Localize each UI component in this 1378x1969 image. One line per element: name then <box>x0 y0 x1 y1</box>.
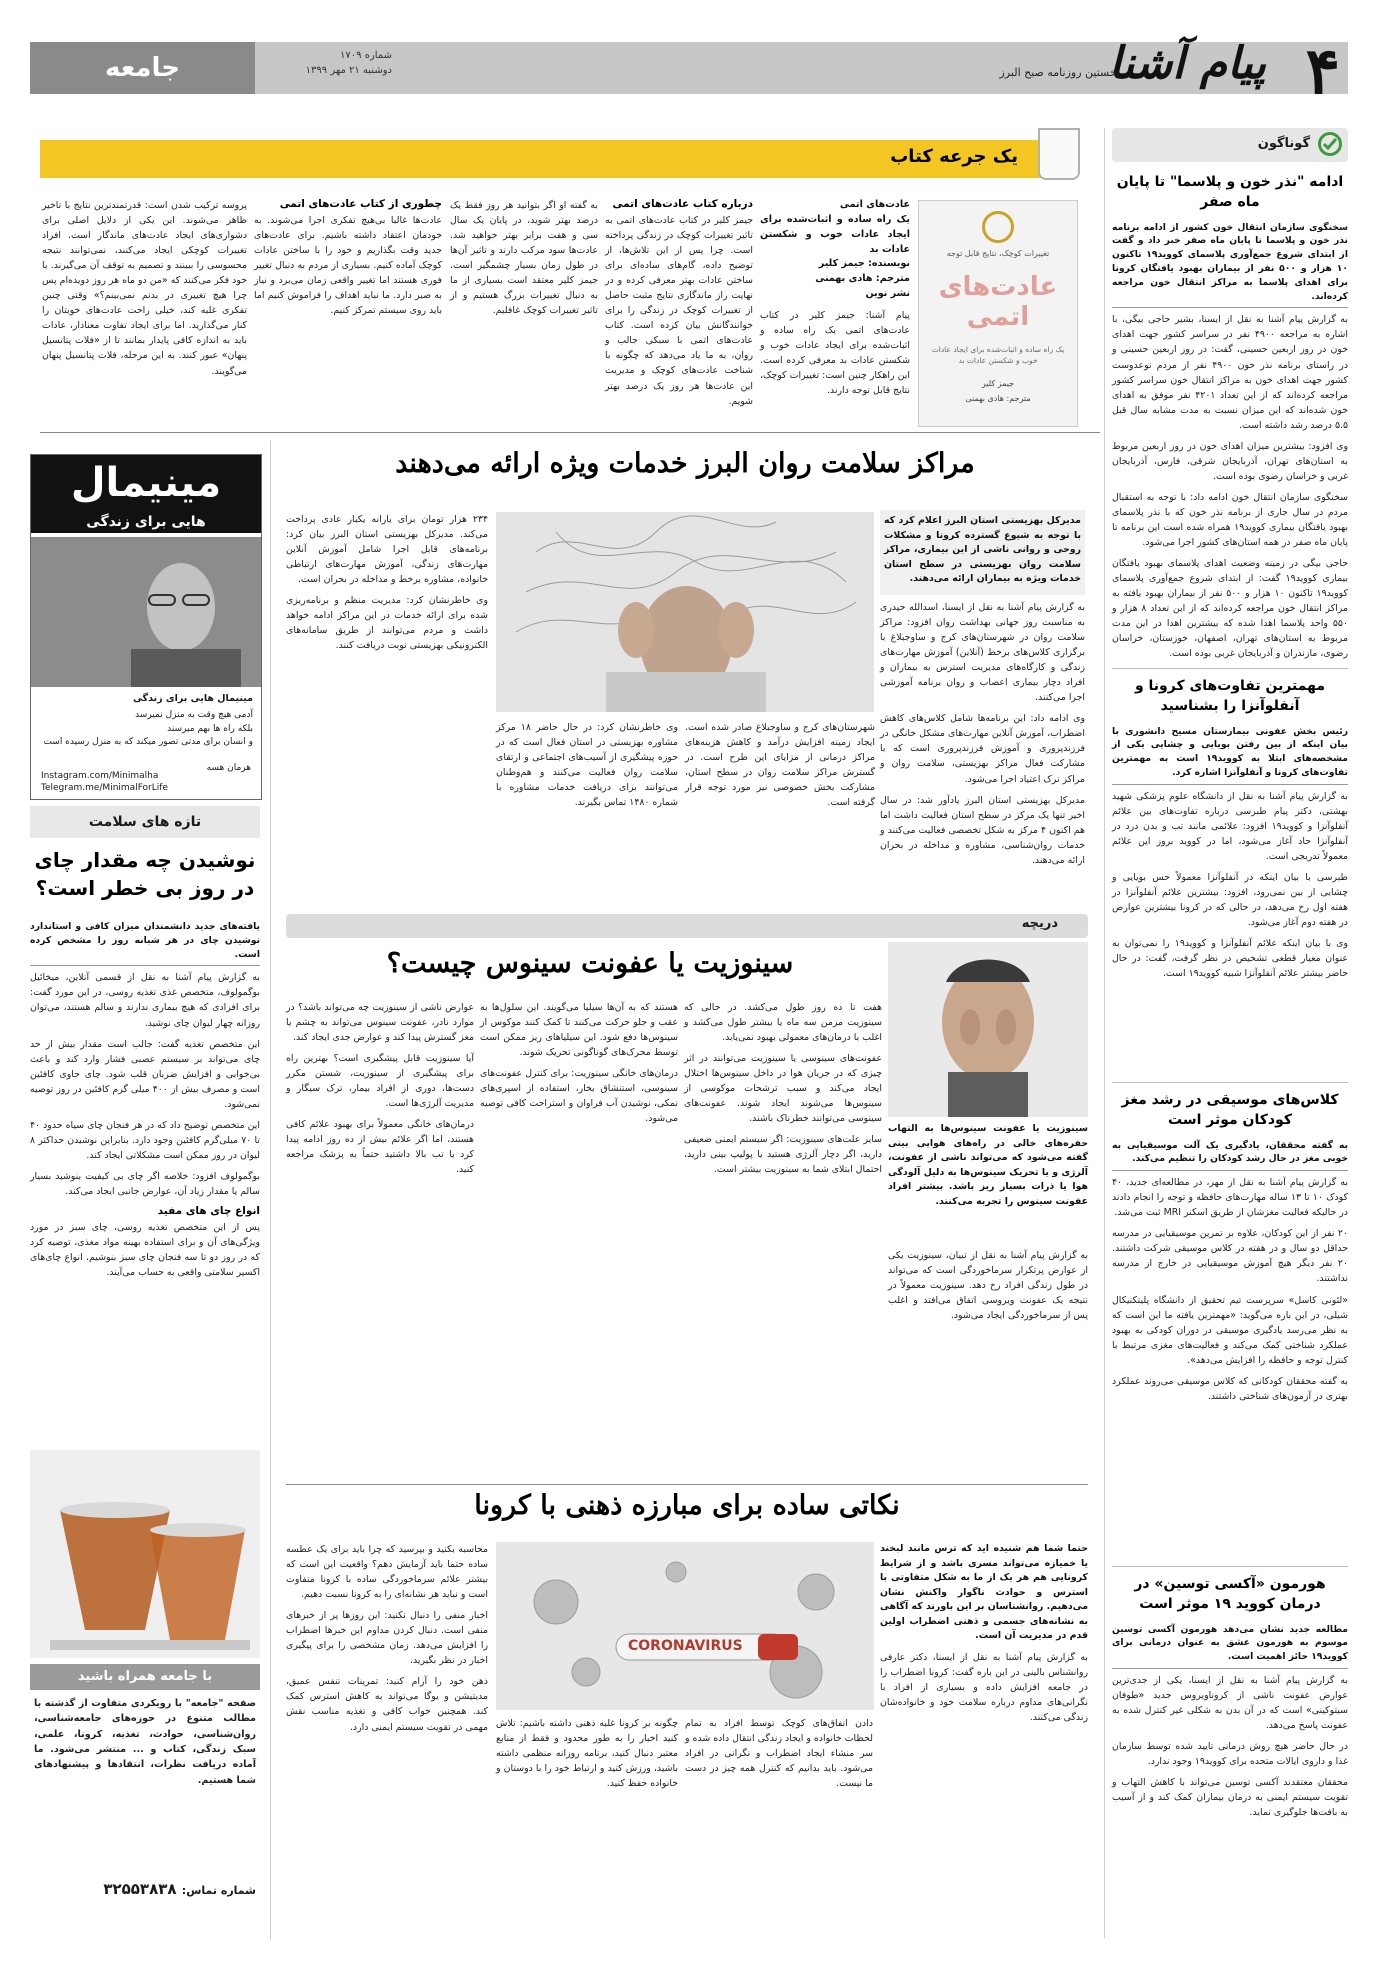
corona-para: دادن اتفاق‌های کوچک توسط افراد به تمام لحظات خانواده و ایجاد زندگی انتقال داده شده و سر منشاء ایجاد اضطراب و نگرانی در افراد می‌شود. باید بدانیم که کنترل همه چیز در دست ما نیست. <box>685 1718 873 1790</box>
health-lead-box <box>880 510 1085 595</box>
telegram-link[interactable]: Telegram.me/MinimalForLife <box>41 783 168 794</box>
book-para: پروسه ترکیب شدن است: قدرتمندترین نتایج با تاخیر ظاهر می‌شوند. این یکی از دلایل اصلی برای دشواری‌های ایجاد عادت‌های ماندگار است. افراد تغییرات کوچکی ایجاد می‌کنند، نمی‌توانند نتیجه محسوسی را ببینند و تصمیم به توقف آن می‌گیرند. با خود فکر می‌کنند که «من دو ماه هر روز دویده‌ام پس چرا هیچ تغییری در بدنم نمی‌بینم؟» وقتی چنین تفکری غلبه کند، خیلی راحت عادت‌های خوبتان را کنار می‌گذارید. اما برای ایجاد تفاوت معنادار، عادات باید به اندازه کافی پایدار بمانند تا از «فلات پتانسیل پنهان» عبور کنند. به این مرحله، فلات پتانسیل پنهان می‌گویند. <box>42 200 247 377</box>
sinus-para: هفت تا ده روز طول می‌کشد. در حالی که سینوزیت مزمن سه ماه یا بیشتر طول می‌کشد و اغلب با درمان‌های معمولی بهبود نمی‌یابد. <box>684 1002 882 1044</box>
stressed-man-photo <box>496 512 874 712</box>
minimal-logo-sub: هایی برای زندگی <box>31 511 261 533</box>
health-col-3 <box>496 720 678 910</box>
phone-label: شماره تماس: <box>181 1884 256 1897</box>
book-cover-title: عادت‌های اتمی <box>938 272 1058 332</box>
masthead-tagline: نخستین روزنامه صبح البرز <box>999 66 1120 79</box>
sinus-para: هستند که به آن‌ها سیلیا می‌گویند. این سلول‌ها به عقب و جلو حرکت می‌کنند تا کمک کنند موکوس از سینوس‌ها دفع شود. این سیلیاهای ریز ممکن است توسط محرک‌های گوناگونی تحریک شوند. <box>480 1002 678 1059</box>
sinus-bar <box>286 914 1088 938</box>
sinus-para: به گزارش پیام آشنا به نقل از تبیان، سینوزیت یکی از عوارض پرتکرار سرماخوردگی است که می‌تواند در طول زندگی افراد رخ دهد. سینوزیت معمولاً در نتیجه یک عفونت ویروسی اتفاق می‌افتد و اغلب پس از سرماخوردگی ایجاد می‌شود. <box>888 1250 1088 1322</box>
fresh-health-para: به گزارش پیام آشنا به نقل از قسمی آنلاین، میخائیل بوگمولوف، متخصص غذی تغذیه روسی، در این مورد گفت: برای افرادی که هیچ بیماری ندارند و سالم هستند، می‌توان روزانه چهار لیوان چای نوشید. <box>30 972 260 1029</box>
sinus-col-1 <box>888 1122 1088 1207</box>
sidebar-para: طبرسی با بیان اینکه در آنفلوآنزا معمولاً حس بویایی و چشایی از بین نمی‌رود، افزود: بیشترین علائم آنفلوآنزا در هفته اول رخ می‌دهد، در حالی که در کرونا بیشترین عوارض در هفته دوم آغاز می‌شود. <box>1112 872 1348 929</box>
book-cover-subtitle: تغییرات کوچک، نتایج قابل توجه <box>946 249 1050 258</box>
check-icon <box>1318 132 1342 156</box>
sinus-para: درمان‌های خانگی معمولاً برای بهبود علائم کافی هستند، اما اگر علائم بیش از ده روز ادامه پیدا کرد یا تب بالا داشتید حتماً به پزشک مراجعه کنید. <box>286 1119 474 1176</box>
sidebar-para: حاجی بیگی در زمینه وضعیت اهدای پلاسمای بهبود یافتگان بیماری کووید۱۹ گفت: از ابتدای شروع جمع‌آوری پلاسمای کووید۱۹ تاکنون ۱۰ هزار و ۵۰۰ نفر از بیماران بهبود یافته به مراکز انتقال خون مراجعه کرده‌اند که از این تعداد ۸ هزار و ۵۵۰ واحد پلاسما اهدا شده که بیشترین اهدا در این مدت مربوط به استان‌های تهران، اصفهان، خوزستان، خراسان رضوی، مازندران و آذربایجان غربی بوده است. <box>1112 558 1348 660</box>
sinus-para: عوارض ناشی از سینوزیت چه می‌تواند باشد؟ در موارد نادر، عفونت سینوس می‌تواند به چشم یا مغز گسترش پیدا کند و عوارض جدی ایجاد کند. <box>286 1002 474 1044</box>
fresh-health-lead: یافته‌های جدید دانشمندان میزان کافی و استاندارد نوشیدن چای در هر شبانه روز را مشخص کرده است. <box>30 920 260 966</box>
hermann-hesse-portrait <box>31 537 261 687</box>
book-subheading-1: درباره کتاب عادت‌های اتمی <box>612 198 753 210</box>
sidebar-para: به گفته محققان کودکانی که کلاس موسیقی می‌روند عملکرد بهتری در آزمون‌های شناختی داشتند. <box>1112 1375 1348 1402</box>
community-label: با جامعه همراه باشید <box>77 1669 213 1684</box>
sidebar-para: محققان معتقدند آکسی توسین می‌تواند با کاهش التهاب و تقویت سیستم ایمنی به درمان بیماران کمک کند و از آسیب به بافت‌ها جلوگیری نماید. <box>1112 1777 1348 1819</box>
sidebar-sep <box>1112 668 1348 669</box>
minimal-links <box>41 770 168 795</box>
health-para: به گزارش پیام آشنا به نقل از ایسنا، اسدالله حیدری به مناسبت روز جهانی بهداشت روان افزود: مراکز سلامت روان در شهرستان‌های کرج و ساوجبلاغ با برگزاری کلاس‌های برخط (آنلاین) آموزش مهارت‌های زندگی و کارگاه‌های مدیریت استرس به بیماران و افراد دچار بیماری اعصاب و روان برنامه آموزشی اجرا می‌کنند. <box>880 602 1085 704</box>
sinus-col-3 <box>480 1000 678 1478</box>
book-col-3 <box>450 198 598 423</box>
sidebar-article-4 <box>1112 1574 1348 1944</box>
sidebar-title-4: هورمون «آکسی توسین» در درمان کووید ۱۹ موثر است <box>1134 1576 1326 1613</box>
instagram-link[interactable]: Instagram.com/Minimalha <box>41 770 159 781</box>
book-intro: پیام آشنا: جیمز کلیر در کتاب عادت‌های اتمی یک راه ساده و اثبات‌شده برای ایجاد عادات خوب و شکستن عادات بد معرفی کرده است. این راهکار چنین است: تغییرات کوچک، نتایج قابل توجه دارند. <box>760 310 910 397</box>
sidebar-para: «لئونی کاسل» سرپرست تیم تحقیق از دانشگاه پلیتکنیکال شیلی، در این باره می‌گوید: «مهمترین یافته ما این است که به نظر می‌رسد یادگیری موسیقی در دوران کودکی به بهبود عملکرد شناختی کمک می‌کند و فعالیت‌های مغزی مرتبط با کنترل توجه و حافظه را افزایش می‌دهد». <box>1112 1294 1348 1366</box>
tea-glasses-photo <box>30 1450 260 1658</box>
book-info: عادت‌های اتمی یک راه ساده و اثبات‌شده برای ایجاد عادات خوب و شکستن عادات بد نویسنده: جیمز کلیر مترجم: هادی بهمنی نشر نوین <box>760 199 910 300</box>
minimal-quote <box>39 709 253 750</box>
issue-date: دوشنبه ۲۱ مهر ۱۳۹۹ <box>305 65 392 76</box>
book-cover-author: جیمز کلیر <box>981 378 1015 388</box>
sidebar-title-3: کلاس‌های موسیقی در رشد مغز کودکان موثر است <box>1121 1092 1339 1129</box>
book-cover-lines: یک راه ساده و اثبات‌شده برای ایجاد عادات خوب و شکستن عادات بد <box>931 345 1065 366</box>
book-cover <box>918 200 1078 427</box>
sidebar-title-2: مهمترین تفاوت‌های کرونا و آنفلوآنزا را بشناسید <box>1134 678 1326 715</box>
book-para: عادت‌ها غالبا بی‌هیچ تفکری اجرا می‌شوند. به خودمان اعتقاد داشته باشیم. برای عادت‌های جدید وقت بگذاریم و خود را با ساختن عادات کوچک آماده کنیم. بسیاری از مردم به دنبال تغییر فوری هستند اما تغییر واقعی زمان می‌برد و نیاز به صبر دارد. ما نباید اهداف را فراموش کنیم اما باید روی سیستم تمرکز کنیم. <box>254 215 442 317</box>
masthead-logo: پیام آشنا <box>1108 38 1266 89</box>
sinus-col-2 <box>684 1000 882 1478</box>
issue-number: شماره ۱۷۰۹ <box>340 50 392 61</box>
sidebar-para: وی با بیان اینکه علائم آنفلوآنزا و کووید۱۹ را نمی‌توان به عنوان معیار قطعی تشخیص در نظر گرفت، گفت: در حال حاضر بیشتر علائم آنفلوآنزا شبیه کووید۱۹ است. <box>1112 938 1348 980</box>
corona-col-1 <box>880 1542 1088 1932</box>
book-col-4 <box>254 198 442 423</box>
book-col-5 <box>42 198 247 423</box>
quote-line: و انسان برای مدتی تصور میکند که به منزل رسیده است <box>43 737 253 747</box>
coronavirus-photo <box>496 1542 874 1710</box>
sinus-para: درمان‌های خانگی سینوزیت: برای کنترل عفونت‌های سینوسی، استنشاق بخار، استفاده از اسپری‌های نمکی، نوشیدن آب فراوان و استراحت کافی توصیه می‌شود. <box>480 1068 678 1125</box>
health-para: وی ادامه داد: این برنامه‌ها شامل کلاس‌های کاهش اضطراب، آموزش آنلاین مهارت‌های مشکل خانگی در فرزندپروری و آموزش فرزندپروری است که با مشارکت فعال مراکز بهزیستی، سلامت روان و مراکز ترک اعتیاد اجرا می‌شود. <box>880 713 1085 785</box>
fresh-health-para: این متخصص تغذیه گفت: جالب است مقدار بیش از حد چای می‌تواند بر سیستم عصبی فشار وارد کند و باعث بی‌خوابی و افزایش ضربان قلب شود. چای حاوی کافئین است و مصرف بیش از ۴۰۰ میلی گرم کافئین در روز توصیه نمی‌شود. <box>30 1038 260 1110</box>
corona-headline: نکاتی ساده برای مبارزه ذهنی با کرونا <box>474 1490 900 1521</box>
sidebar-lead-1: سخنگوی سازمان انتقال خون کشور از ادامه برنامه نذر خون و پلاسما تا پایان ماه صفر خبر داد و گفت از ابتدای شروع جمع‌آوری پلاسمای کووید۱۹ تاکنون ۱۰ هزار و ۵۰۰ نفر از بیماران بهبود یافتگان کرونا برای اهدای پلاسما به مراکز انتقال خون مراجعه کرده‌اند. <box>1112 221 1348 309</box>
health-headline: مراکز سلامت روان البرز خدمات ویژه ارائه می‌دهند <box>395 448 975 479</box>
sidebar-para: وی افزود: بیشترین میزان اهدای خون در روز اربعین مربوط به استان‌های تهران، آذربایجان شرقی، فارس، آذربایجان غربی و خراسان رضوی بوده است. <box>1112 440 1348 482</box>
sidebar-para: به گزارش پیام آشنا به نقل از مهر، در مطالعه‌ای جدید، ۴۰ کودک ۱۰ تا ۱۳ ساله مهارت‌های حافظه و توجه را انجام دادند در حالیکه فعالیت مغزشان از طریق اسکنر MRI ثبت می‌شد. <box>1112 1177 1348 1219</box>
sidebar-header <box>1112 128 1348 162</box>
fresh-health-body <box>30 920 260 1440</box>
minimal-box <box>30 454 262 800</box>
book-emblem-icon <box>982 211 1014 243</box>
book-section-bottom <box>40 432 1100 433</box>
sidebar-title-1: ادامه "نذر خون و پلاسما" تا پایان ماه صفر <box>1116 174 1344 211</box>
sinus-para: آیا سینوزیت قابل پیشگیری است؟ بهترین راه برای پیشگیری از سینوزیت، شستن مکرر دست‌ها، دوری از افراد بیمار، ترک سیگار و مدیریت آلرژی‌ها است. <box>286 1053 474 1110</box>
minimal-promo-title: مینیمال هایی برای زندگی <box>132 693 253 704</box>
health-lead: مدیرکل بهزیستی استان البرز اعلام کرد که با توجه به شیوع گسترده کرونا و مشکلات روحی و روانی ناشی از این بیماری، مراکز سلامت روان بهزیستی در سطح استان خدمات ویژه به بیماران ارائه می‌دهند. <box>884 515 1081 585</box>
sidebar-para: در حال حاضر هیچ روش درمانی تایید شده توسط سازمان غذا و داروی ایالات متحده برای کووید۱۹ وجود ندارد. <box>1112 1741 1348 1768</box>
community-bar <box>30 1664 260 1690</box>
book-para: به گفته او اگر بتوانید هر روز فقط یک درصد بهتر شوید، در پایان یک سال سی و هفت برابر بهتر خواهید شد. عادت‌ها سود مرکب دارند و تاثیر آن‌ها در طول زمان بسیار چشمگیر است. جیمز کلیر معتقد است بسیاری از ما به دنبال تغییرات بزرگ هستیم و از تاثیر تغییرات کوچک غافلیم. <box>450 200 598 317</box>
left-column-divider <box>270 440 271 1940</box>
corona-para: محاسبه بکنید و بپرسید که چرا باید برای یک عطسه ساده حتما باید آزمایش دهم؟ واقعیت این است که بیشتر علائم سرماخوردگی ساده با کرونا متفاوت است و نباید هر نشانه‌ای را به کرونا نسبت دهیم. <box>286 1544 488 1601</box>
phone-number[interactable]: ۳۲۵۵۳۸۳۸ <box>103 1880 177 1898</box>
corona-col-3 <box>496 1716 678 1932</box>
sidebar-article-2 <box>1112 676 1348 1076</box>
page-number: ۴ <box>1305 34 1340 109</box>
sidebar-para: سخنگوی سازمان انتقال خون ادامه داد: با توجه به استقبال مردم در سال جاری از برنامه نذر خون که با نذر پلاسمای بهبود یافتگان بیماری کووید۱۹ همراه شده است این برنامه تا پایان ماه صفر در همه استان‌های کشور اجرا می‌شود. <box>1112 491 1348 549</box>
sinus-bar-label: دریچه <box>1021 916 1058 931</box>
fresh-health-bar <box>30 806 260 838</box>
health-col-4 <box>286 512 488 910</box>
book-section-title: یک جرعه کتاب <box>890 146 1018 167</box>
minimal-logo: مینیمال <box>31 455 261 511</box>
sidebar-lead-3: به گفته محققان، یادگیری یک آلت موسیقیایی به خوبی مغز در حال رشد کودکان را تنظیم می‌کند. <box>1112 1139 1348 1172</box>
health-para: ۲۳۴ هزار تومان برای یارانه یکبار عادی پرداخت می‌کند. مدیرکل بهزیستی استان البرز بیان کرد: برنامه‌های قابل اجرا شامل آموزش آنلاین مهارت‌های زندگی، آموزش مهارت‌های ارتباطی خانواده، مشاوره برخط و مداخله در بحران است. <box>286 514 488 586</box>
book-subheading-2: چطوری از کتاب عادت‌های اتمی <box>279 198 442 210</box>
sidebar-para: ۲۰ نفر از این کودکان، علاوه بر تمرین موسیقیایی در مدرسه حداقل دو سال و در هفته در کلاس موسیقی شرکت داشتند. ۲۰ نفر دیگر هیچ آموزش موسیقیایی در خارج از مدرسه نداشتند. <box>1112 1228 1348 1285</box>
book-para: جیمز کلیر در کتاب عادت‌های اتمی به تاثیر تغییرات کوچک در زندگی پرداخته است. چرا پس از این تلاش‌ها، از توضیح داده، گام‌های ساده‌ای برای ساختن عادات بهتر معرفی کرده و در نهایت راز ماندگاری نتایج مثبت حاصل از تغییرات کوچک در زندگی را برای خوانندگانش بیان کرده است. کتاب عادت‌های اتمی با سبکی جالب و روان، به ما یاد می‌دهد که چگونه با شناخت عادت‌های کوچک و مدیریت این عادت‌ها هر روز یک درصد بهتر شویم. <box>605 215 753 407</box>
corona-col-2 <box>685 1716 873 1932</box>
community-text: صفحه "جامعه" با رویکردی متفاوت از گذشته با مطالب متنوع در حوزه‌های جامعه‌شناسی، روان‌شناسی، حوادث، تغذیه، کرونا، علمی، سبک زندگی، کتاب و ... منتشر می‌شود. ما آماده دریافت نظرات، انتقادها و پیشنهادهای شما هستیم. <box>34 1698 256 1786</box>
sinus-lead: سینوزیت یا عفونت سینوس‌ها به التهاب حفره‌های خالی در راه‌های هوایی بینی گفته می‌شود که می‌تواند ناشی از عفونت، آلرژی و یا تحریک سینوس‌ها به دلیل آلودگی هوا یا ذرات بسیار ریز باشد. بیشتر افراد عفونت سینوس را تجربه می‌کنند. <box>888 1123 1088 1207</box>
sidebar-sep <box>1112 1566 1348 1567</box>
fresh-health-title: نوشیدن چه مقدار چای در روز بی خطر است؟ <box>34 848 256 900</box>
corona-para: به گزارش پیام آشنا به نقل از ایسنا، دکتر عارفی روانشناس بالینی در این باره گفت: کرونا اضطراب را در جامعه افزایش داده و بسیاری از افراد با نگرانی‌های مداوم درباره سلامت خود و خانواده‌شان زندگی می‌کنند. <box>880 1652 1088 1724</box>
sinus-col-4 <box>286 1000 474 1478</box>
sinus-bottom <box>286 1484 1088 1485</box>
health-para: وی خاطرنشان کرد: مدیریت منظم و برنامه‌ریزی شده برای ارائه خدمات در این مراکز ادامه خواهد داشت و مردم می‌توانند از طریق سامانه‌های الکترونیکی بهزیستی نوبت دریافت کنند. <box>286 595 488 652</box>
sidebar-article-1 <box>1112 172 1348 662</box>
sidebar-article-3 <box>1112 1090 1348 1560</box>
health-para: شهرستان‌های کرج و ساوجبلاغ صادر شده است. ایجاد زمینه افزایش درآمد و کاهش هزینه‌های مراکز درمانی از مزایای این طرح است. در گسترش مراکز سلامت روان در سطح استان، مشارکت بخش خصوصی نیز مورد توجه قرار گرفته است. <box>685 722 875 809</box>
quote-author: هرمان هسه <box>206 763 251 773</box>
corona-col-4 <box>286 1542 488 1932</box>
sidebar-sep <box>1112 1082 1348 1083</box>
corona-para: اخبار منفی را دنبال نکنید: این روزها پر از خبرهای منفی است. دنبال کردن مداوم این خبرها اضطراب را افزایش می‌دهد. زمان مشخصی را برای پیگیری اخبار در نظر بگیرید. <box>286 1610 488 1667</box>
sinus-para: عفونت‌های سینوسی یا سینوزیت می‌توانند در اثر چیزی که در جریان هوا در داخل سینوس‌ها اختلال ایجاد می‌کند و سبب ترشحات موکوسی از سینوس‌ها می‌شوند ایجاد شوند. عفونت‌های سینوسی می‌توانند خطرناک باشند. <box>684 1053 882 1125</box>
community-body <box>34 1696 256 1856</box>
sidebar-para: به گزارش پیام آشنا به نقل از دانشگاه علوم پزشکی شهید بهشتی، دکتر پیام طبرسی درباره تفاوت‌های بین علائم آنفلوآنزا و کووید۱۹ افزود: علائمی مانند تب و بدن درد در آنفلوآنزا حاد آغاز می‌شود، اما در کووید بروز این علائم معمولاً تدریجی است. <box>1112 790 1348 862</box>
quote-line: بلکه راه ها بهم میرسند <box>167 723 253 734</box>
corona-para: ذهن خود را آرام کنید: تمرینات تنفس عمیق، مدیتیشن و یوگا می‌تواند به کاهش استرس کمک کند. همچنین خواب کافی و تغذیه مناسب نقش مهمی در تقویت سیستم ایمنی دارد. <box>286 1676 488 1733</box>
fresh-health-label: تازه های سلامت <box>88 814 202 830</box>
cup-icon <box>1038 128 1080 180</box>
sidebar-divider <box>1104 128 1105 1938</box>
fresh-health-para: پس از این متخصص تغذیه روسی، چای سبز در مورد ویژگی‌های آن و برای استفاده بهینه مواد مغذی، توصیه کرد که در روز دو تا سه فنجان چای سبز بنوشیم. انواع چای‌های اکسیر سلامتی واقعی به حساب می‌آیند. <box>30 1222 260 1279</box>
corona-lead: حتما شما هم شنیده اید که ترس مانند لبخند یا خمیازه می‌تواند مسری باشد و از شرایط کرونایی هم هر یک از ما به شکل متفاوتی با استرس و حوادث ناگوار واکنش نشان می‌دهیم. روانشناسان بر این باورند که آگاهی به نشانه‌های جسمی و ذهنی اضطراب اولین قدم در مدیریت آن است. <box>880 1543 1088 1642</box>
sidebar-para: به گزارش پیام آشنا به نقل از ایسنا، بشیر حاجی بیگی، با اشاره به مراجعه ۴۹۰۰ نفر در سراسر کشور جهت اهدای خون در روز اربعین حسینی، گفت: در روز اربعین حسینی و در راستای برنامه نذر خون ۴۹۰۰ نفر از مردم نوعدوست کشور جهت اهدای خون به مراکز انتقال خون سراسر کشور مراجعه کرده‌اند که از این تعداد ۴۲۰۱ نفر موفق به اهدای خون شده‌اند که این میزان نسبت به مدت مشابه سال قبل ۵.۵ درصد رشد داشته است. <box>1112 314 1348 431</box>
sinus-col-1b <box>888 1248 1088 1478</box>
corona-para: چگونه بر کرونا غلبه ذهنی داشته باشیم: تلاش کنید اخبار را به طور محدود و فقط از منابع معتبر دنبال کنید، برنامه روزانه منظمی داشته باشید، ورزش کنید و ارتباط خود را با دوستان و خانواده حفظ کنید. <box>496 1718 678 1790</box>
quote-line: آدمی هیچ وقت به منزل نمیرسد <box>135 710 253 720</box>
sinus-headline: سینوزیت یا عفونت سینوس چیست؟ <box>386 948 794 979</box>
sidebar-lead-4: مطالعه جدید نشان می‌دهد هورمون آکسی توسین موسوم به هورمون عشق به عنوان درمانی برای کووید۱۹ حائز اهمیت است. <box>1112 1623 1348 1669</box>
coronavirus-label: CORONAVIRUS <box>628 1638 743 1654</box>
fresh-health-para: بوگمولوف افزود: خلاصه اگر چای بی کیفیت بنوشید بسیار سالم یا مقدار زیاد آن، عوارض جانبی ایجاد می‌کند. <box>30 1170 260 1197</box>
masthead-meta <box>262 48 392 78</box>
sidebar-para: به گزارش پیام آشنا به نقل از ایسنا، یکی از جدی‌ترین عوارض عفونت ناشی از کروناویروس جدید «طوفان سیتوکینی» است که در آن بدن به شکلی غیر کنترل شده به عفونت پاسخ می‌دهد. <box>1112 1674 1348 1732</box>
health-col-1 <box>880 600 1085 900</box>
book-col-info <box>760 198 910 423</box>
community-phone <box>34 1880 256 1898</box>
section-title: جامعه <box>30 42 255 94</box>
fresh-health-subheading: انواع چای های مفید <box>157 1205 260 1218</box>
book-cover-translator: مترجم: هادی بهمنی <box>965 393 1031 403</box>
health-para: مدیرکل بهزیستی استان البرز یادآور شد: در سال اخیر تنها یک مرکز در سطح استان فعالیت داشت اما هم اکنون ۴ مرکز به شکل تخصصی فعالیت می‌کنند و خدمات روان‌شناسی، مشاوره و مداخله در بحران ارائه می‌دهند. <box>880 794 1085 866</box>
sinus-pain-photo <box>888 942 1088 1117</box>
book-col-2 <box>605 198 753 423</box>
health-para: وی خاطرنشان کرد: در حال حاضر ۱۸ مرکز مشاوره بهزیستی در استان فعال است که در حوزه پیشگیری از آسیب‌های اجتماعی و ارتقای سلامت روان فعالیت می‌کنند و هم‌وطنان می‌توانند برای دریافت خدمات مشاوره با شماره ۱۴۸۰ تماس بگیرند. <box>496 722 678 809</box>
sidebar-header-label: گوناگون <box>1257 136 1310 151</box>
sidebar-lead-2: رئیس بخش عفونی بیمارستان مسیح دانشوری با بیان اینکه از بین رفتن بویایی و چشایی یکی از مشخصه‌های ابتلا به کووید۱۹ است به مهمترین تفاوت‌های کرونا و آنفلوآنزا اشاره کرد. <box>1112 725 1348 785</box>
fresh-health-para: این متخصص توضیح داد که در هر فنجان چای سیاه حدود ۴۰ تا ۷۰ میلی‌گرم کافئین وجود دارد. بنابراین نوشیدن حداکثر ۸ لیوان در روز ممکن است مشکلاتی ایجاد کند. <box>30 1119 260 1161</box>
health-col-2 <box>685 720 875 910</box>
sinus-para: سایر علت‌های سینوزیت: اگر سیستم ایمنی ضعیفی دارید، اگر دچار آلرژی هستید یا پولیپ بینی دارید، احتمال ابتلای شما به سینوزیت بیشتر است. <box>684 1134 882 1176</box>
